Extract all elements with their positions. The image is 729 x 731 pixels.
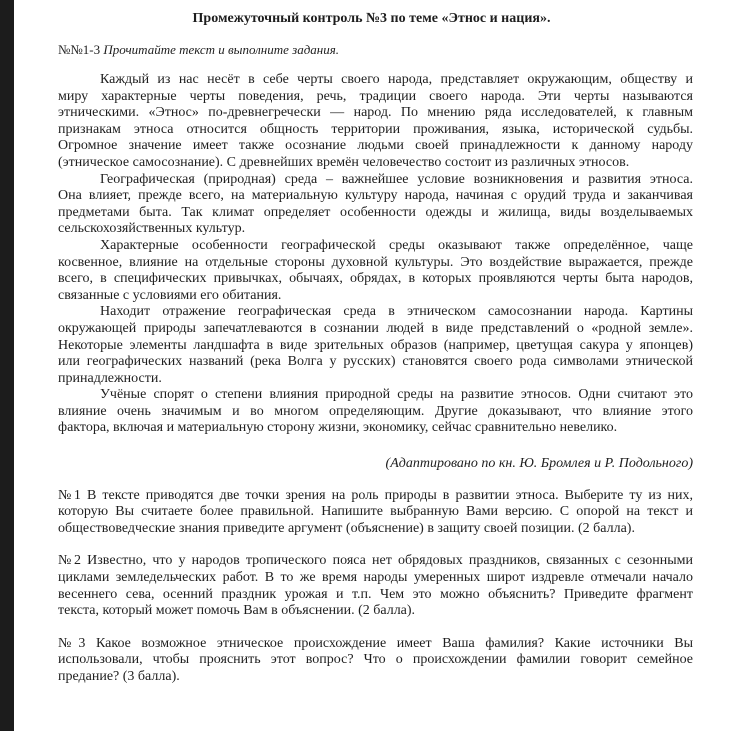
text-line: или географических названий (река Волга у русских) становятся своего рода символами этнической xyxy=(58,354,693,370)
text-line: всего, в специфических привычках, обычаях, обрядах, в которых проявляются черты быта народов, xyxy=(58,271,693,287)
viewer-left-edge xyxy=(0,0,14,731)
text-line: этническими. «Этнос» по-древнегречески — народ. По мнению ряда исследователей, к главным xyxy=(58,105,693,121)
text-line: Каждый из нас несёт в себе черты своего народа, представляет окружающим, обществу и xyxy=(100,72,693,87)
text-line: связанные с условиями его обитания. xyxy=(58,287,282,303)
questions xyxy=(58,488,693,686)
text-line: предание? (3 балла). xyxy=(58,669,180,684)
text-line: №1 В тексте приводятся две точки зрения на роль природы в развитии этноса. Выберите ту из них, xyxy=(58,487,693,503)
question xyxy=(58,636,693,686)
text-line: влияние очень значимым и во многом определяющим. Другие доказывают, что влияние этого xyxy=(58,403,693,419)
text-line: №3 Какое возможное этническое происхождение имеет Ваша фамилия? Какие источники Вы xyxy=(58,635,693,651)
text-line: Некоторые элементы ландшафта в виде зрительных образов (например, цветущая сакура у японцев) xyxy=(58,337,693,353)
paragraph xyxy=(58,387,693,437)
text-line: предметами быта. Так климат определяет особенности одежды и жилища, виды возделываемых xyxy=(58,204,693,220)
task-number: №№1-3 xyxy=(58,42,101,57)
text-line: весеннего сева, осенний праздник урожая и т.п. Чем это можно объяснить? Приведите фрагмент xyxy=(58,586,693,602)
text-line: окружающей природы запечатлеваются в сознании людей в виде представлений о «родной земле». xyxy=(58,320,693,336)
text-line: Находит отражение географическая среда в этническом самосознании народа. Картины xyxy=(100,304,693,320)
source-attribution: (Адаптировано по кн. Ю. Бромлея и Р. Подольного) xyxy=(385,456,693,472)
text-line: Географическая (природная) среда – важнейшее условие возникновения и развития этноса. xyxy=(100,171,693,187)
text-line: текста, который может помочь Вам в объяснении. (2 балла). xyxy=(58,603,416,619)
instruction-text: Прочитайте текст и выполните задания. xyxy=(103,42,340,57)
text-line: (этническое самосознание). С древнейших времён человечество состоит из различных этносов. xyxy=(58,154,630,170)
paragraph xyxy=(58,238,693,304)
text-line: использовали, чтобы прояснить этот вопрос? Что о происхождении фамилии говорит семейное xyxy=(58,652,693,668)
task-instruction xyxy=(58,42,339,58)
text-line: №2 Известно, что у народов тропического пояса нет обрядовых праздников, связанных с сезонными xyxy=(58,553,693,569)
text-line: принадлежности. xyxy=(58,370,162,386)
text-line: Учёные спорят о степени влияния природной среды на развитие этносов. Одни считают это xyxy=(100,387,693,403)
page-title: Промежуточный контроль №3 по теме «Этнос и нация». xyxy=(192,11,551,26)
paragraph xyxy=(58,72,693,172)
text-line: Огромное значение имеет также осознание людьми своей принадлежности к данному народу xyxy=(58,138,693,154)
text-line: Она влияет, прежде всего, на материальную культуру народа, начиная с орудий труда и заканчивая xyxy=(58,188,693,204)
text-line: косвенное, влияние на отдельные стороны духовной культуры. Это воздействие выражается, прежде xyxy=(58,254,693,270)
text-line: обществоведческие знания приведите аргумент (объяснение) в защиту своей позиции. (2 балла). xyxy=(58,520,635,536)
text-line: сельскохозяйственных культур. xyxy=(58,221,246,237)
text-line: фактора, включая и материальную сторону жизни, экономику, сейчас сравнительно невелико. xyxy=(58,420,618,436)
paragraph xyxy=(58,304,693,387)
question xyxy=(58,553,693,619)
text-line: миру характерные черты поведения, речь, традиции своего народа. Эти черты называются xyxy=(58,88,693,104)
text-line: признакам этноса относится общность территории проживания, языка, исторической судьбы. xyxy=(58,121,693,137)
question xyxy=(58,488,693,538)
paragraph xyxy=(58,172,693,238)
document-body xyxy=(58,72,693,686)
reading-text xyxy=(58,72,693,437)
text-line: циклами земледельческих работ. В то же время народы умеренных широт издревле отмечали начало xyxy=(58,570,693,586)
text-line: Характерные особенности географической среды оказывают также определённое, чаще xyxy=(100,237,693,253)
text-line: которую Вы считаете более правильной. Напишите выбранную Вами версию. С опорой на текст и xyxy=(58,504,693,520)
